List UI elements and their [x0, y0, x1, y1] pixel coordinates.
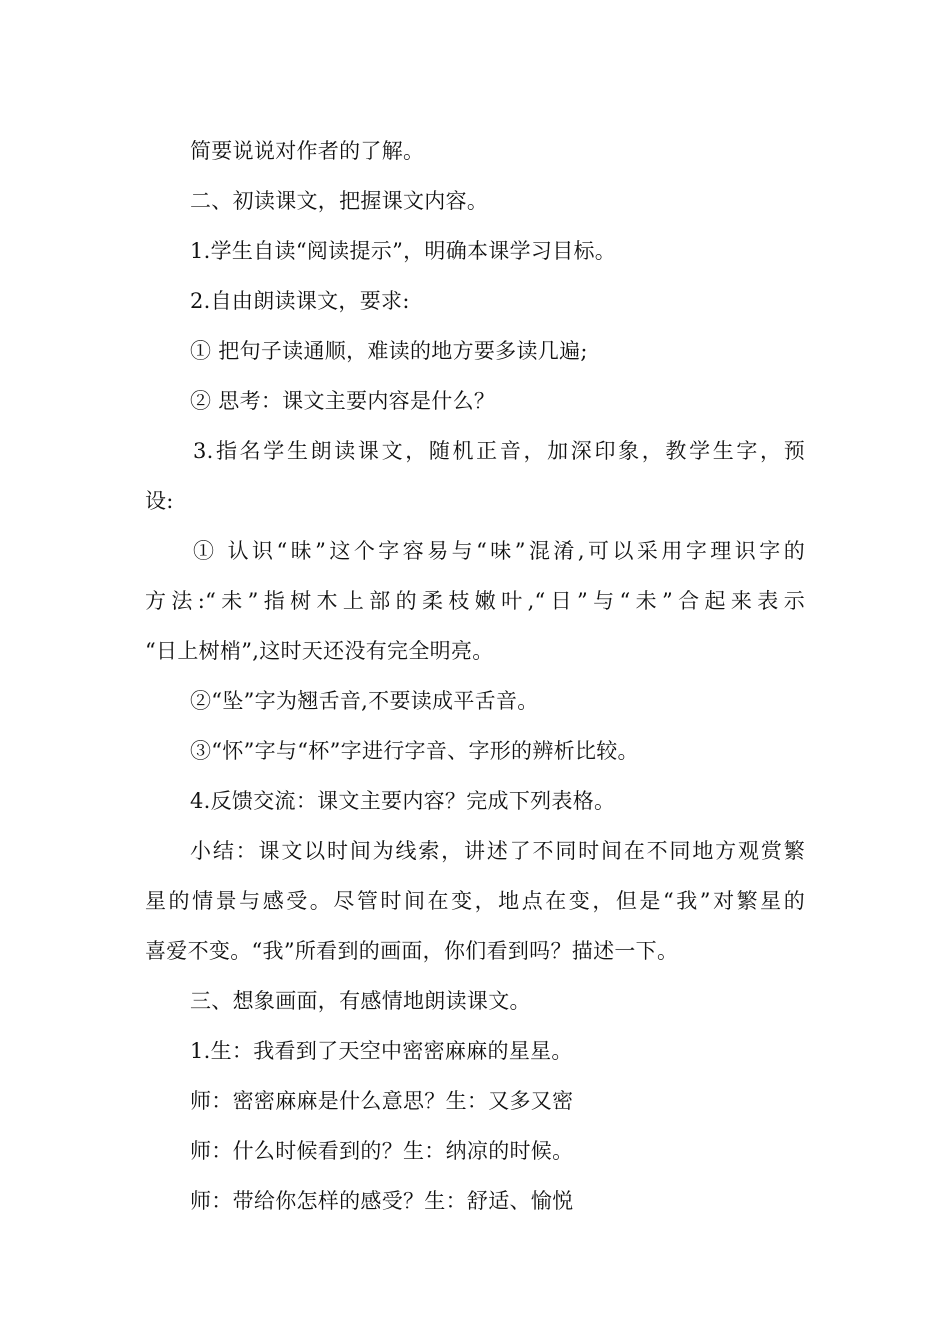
summary-line-2: 星的情景与感受。尽管时间在变，地点在变，但是“我”对繁星的 — [145, 889, 805, 913]
step-2-item-2: ② 思考：课文主要内容是什么？ — [190, 389, 496, 413]
text-line-intro-author: 简要说说对作者的了解。 — [190, 139, 425, 163]
section-heading-2: 二、初读课文，把握课文内容。 — [190, 189, 489, 213]
dialogue-1: 1.生：我看到了天空中密密麻麻的星星。 — [190, 1039, 573, 1063]
step-3-item-1-cont-1: 方法:“未”指树木上部的柔枝嫩叶,“日”与“未”合起来表示 — [145, 589, 805, 613]
step-3-item-1: ① 认识“昧”这个字容易与“味”混淆,可以采用字理识字的 — [193, 539, 805, 563]
step-3-continuation: 设: — [145, 489, 174, 513]
section-heading-3: 三、想象画面，有感情地朗读课文。 — [190, 989, 531, 1013]
step-2-item-1: ① 把句子读通顺，难读的地方要多读几遍; — [190, 339, 588, 363]
summary-line-3: 喜爱不变。“我”所看到的画面，你们看到吗？描述一下。 — [145, 939, 679, 963]
step-3-item-3: ③“怀”字与“杯”字进行字音、字形的辨析比较。 — [190, 739, 639, 763]
dialogue-2: 师：密密麻麻是什么意思？生：又多又密 — [190, 1089, 574, 1113]
step-4: 4.反馈交流：课文主要内容？完成下列表格。 — [190, 789, 616, 813]
dialogue-4: 师：带给你怎样的感受？生：舒适、愉悦 — [190, 1189, 574, 1213]
step-3-item-1-cont-2: “日上树梢”,这时天还没有完全明亮。 — [145, 639, 494, 663]
step-1: 1.学生自读“阅读提示”，明确本课学习目标。 — [190, 239, 617, 263]
dialogue-3: 师：什么时候看到的？生：纳凉的时候。 — [190, 1139, 574, 1163]
step-3: 3.指名学生朗读课文，随机正音，加深印象，教学生字，预 — [193, 439, 805, 463]
step-2: 2.自由朗读课文，要求: — [190, 289, 410, 313]
summary-line-1: 小结：课文以时间为线索，讲述了不同时间在不同地方观赏繁 — [190, 839, 805, 863]
step-3-item-2: ②“坠”字为翘舌音,不要读成平舌音。 — [190, 689, 539, 713]
